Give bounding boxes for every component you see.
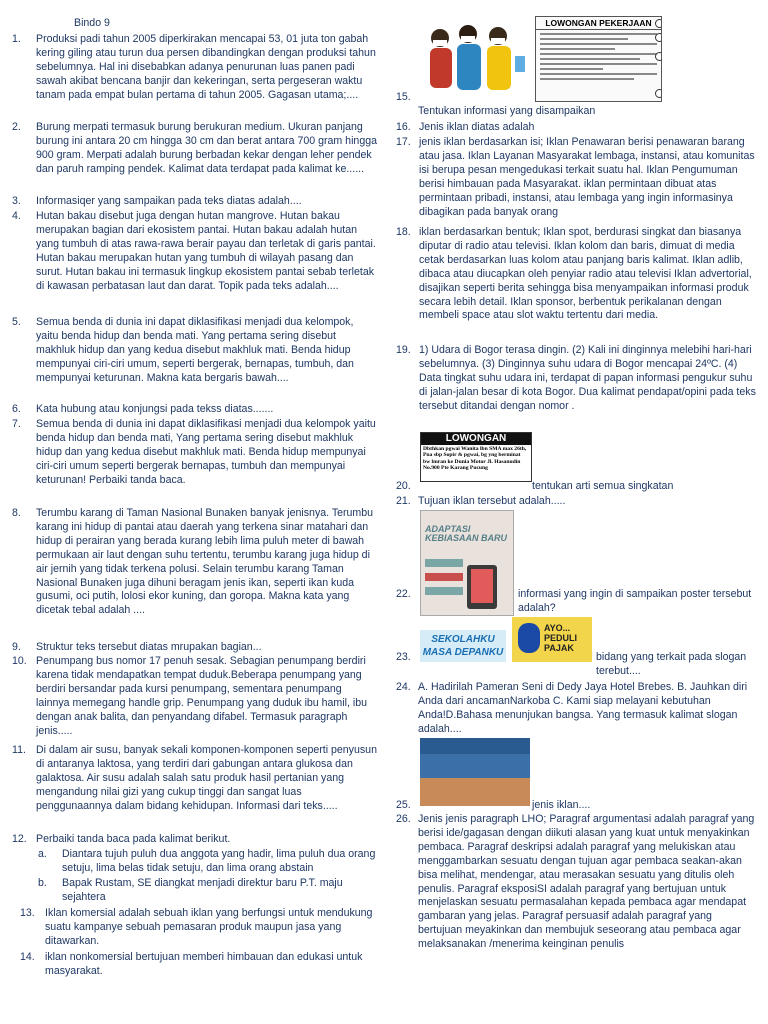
- question-25: jenis iklan....: [532, 799, 591, 811]
- question-text: Jenis iklan diatas adalah: [419, 121, 535, 133]
- question-number: 16.: [396, 121, 411, 133]
- slogan-image-1: [420, 630, 506, 662]
- question-number: 20.: [396, 480, 411, 492]
- vacancy-ad-title: LOWONGAN: [421, 433, 531, 445]
- campaign-image: [420, 738, 530, 806]
- question-number: 26.: [396, 813, 411, 825]
- question-text: Penumpang bus nomor 17 penuh sesak. Sebagian penumpang berdiri karena tidak mendapatkan tempat duduk.Beberapa penumpang yang berdiri bersandar pada kursi penumpang, sementara penumpang lainnya memegang handle grip. Penumpang yang duduk ibu hamil, ibu dengan anak balita, dan penyandang difabel. Termasuk paragraph jenis.....: [36, 655, 367, 737]
- question-number: 8.: [12, 507, 21, 519]
- question-number: 21.: [396, 495, 411, 507]
- sub-item-letter: b.: [38, 877, 47, 889]
- question-number: 10.: [12, 655, 27, 667]
- job-vacancy-title: LOWONGAN PEKERJAAN: [536, 17, 661, 30]
- question-item: [12, 403, 378, 417]
- question-number: 23.: [396, 651, 411, 663]
- sub-item: [38, 877, 380, 905]
- sub-item-letter: a.: [38, 848, 47, 860]
- question-item: [12, 33, 378, 103]
- poster-image: [420, 510, 514, 616]
- question-number: 19.: [396, 344, 411, 356]
- question-15: Tentukan informasi yang disampaikan: [418, 105, 596, 117]
- question-number: 6.: [12, 403, 21, 415]
- question-number: 22.: [396, 588, 411, 600]
- question-item: [12, 418, 378, 488]
- question-number: 17.: [396, 136, 411, 148]
- question-item: [396, 136, 758, 219]
- question-item: [20, 951, 380, 979]
- question-item: [12, 316, 378, 386]
- poster-caption: ADAPTASI KEBIASAAN BARU: [425, 524, 508, 543]
- question-text: jenis iklan berdasarkan isi; Iklan Penawaran berisi penawaran barang atau jasa. Iklan Layanan Masyarakat lembaga, instansi, atau komunitas isi berupa pesan mengedukasi terkait suatu hal. Iklan Pengumuman berisi himbauan pada Masyarakat. iklan permintaan dibuat atas permintaan pribadi, instansi, atau lembaga yang ingin informasinya dibagikan pada banyak orang: [419, 136, 755, 218]
- question-item: [12, 507, 378, 618]
- question-item: [396, 226, 758, 323]
- sub-item: [38, 848, 380, 876]
- question-number: 24.: [396, 681, 411, 693]
- question-item: [396, 344, 758, 414]
- question-number: 14.: [20, 951, 35, 963]
- question-number: 7.: [12, 418, 21, 430]
- question-text: Struktur teks tersebut diatas mrupakan bagian...: [36, 641, 262, 653]
- question-item: [396, 121, 758, 135]
- question-number: 15.: [396, 91, 411, 103]
- question-text: Di dalam air susu, banyak sekali komponen-komponen seperti penyusun di antaranya laktosa, yang terdiri dari gabungan antara glukosa dan galaktosa. Air susu adalah salah satu produk hasil pertanian yang mengandung nilai gizi yang cukup tinggi dan sangat luas penggunaannya dalam bidang kehidupan. Informasi dari teks.....: [36, 744, 377, 812]
- question-number: 2.: [12, 121, 21, 133]
- question-text: Semua benda di dunia ini dapat diklasifikasi menjadi dua kelompok yaitu benda hidup dan benda mati, Yang pertama sering disebut makhluk hidup dan yang kedua disebut makhluk mati. Benda hidup mempunyai ciri-ciri umum seperti bergerak bernapas, tumbuh dan mempunyai keturunan! Perbaiki tanda baca.: [36, 418, 376, 486]
- question-item: [12, 121, 378, 177]
- question-item: [12, 744, 378, 814]
- question-text: Perbaiki tanda baca pada kalimat berikut.: [36, 833, 231, 845]
- question-item: [12, 210, 378, 293]
- question-26: Jenis jenis paragraph LHO; Paragraf argumentasi adalah paragraf yang berisi ide/gagasan dengan diikuti alasan yang kuat untuk menyakinkan pembaca. Paragraf deskripsi adalah paragraf yang melukiskan atau menggambarkan sesuatu dengan tujuan agar pembaca seakan-akan bisa melihat, mendengar, atau merasakan sesuatu yang ditulis oleh penulis. Paragraf eksposiSI adalah paragraf yang bertujuan untuk menjelaskan sesuatu permasalahan kepada pembaca agar mendapat gambaran yang jelas. Paragraf persuasif adalah paragraf yang bertujuan meyakinkan dan membujuk seseorang atau pembaca agar melaksanakan /menerima keinginan penulis: [418, 813, 755, 951]
- question-text: Hutan bakau disebut juga dengan hutan mangrove. Hutan bakau merupakan bagian dari ekosistem pantai. Hutan bakau adalah hutan yang tumbuh di atas rawa-rawa berair payau dan terletak di garis pantai. Hutan bakau merupakan hutan yang tumbuh di wilayah pasang dan surut. Hutan bakau ini termasuk lingkup ekosistem pantai sebab terletak di kawasan perbatasan laut dan darat. Topik pada teks adalah....: [36, 210, 376, 292]
- question-number: 1.: [12, 33, 21, 45]
- question-item: [12, 655, 378, 738]
- question-number: 18.: [396, 226, 411, 238]
- question-item: [12, 641, 378, 655]
- question-item: [12, 195, 378, 209]
- vacancy-ad-image: [420, 432, 532, 482]
- question-text: Informasiqer yang sampaikan pada teks diatas adalah....: [36, 195, 302, 207]
- question-text: iklan nonkomersial bertujuan memberi himbauan dan edukasi untuk masyarakat.: [45, 951, 363, 977]
- question-text: Semua benda di dunia ini dapat diklasifikasi menjadi dua kelompok, yaitu benda hidup dan benda mati. Yang pertama sering disebut makhluk hidup dan yang kedua disebut makhluk mati. Benda hidup mempunyai ciri-ciri umum, seperti bergerak, bernapas, tumbuh, dan mempunyai keturunan. Makna kata bergaris bawah....: [36, 316, 354, 384]
- question-number: 4.: [12, 210, 21, 222]
- slogan-2-text: AYO... PEDULI PAJAK: [544, 623, 578, 653]
- slogan-1-text: SEKOLAHKU MASA DEPANKU: [422, 634, 504, 658]
- question-text: iklan berdasarkan bentuk; Iklan spot, berdurasi singkat dan biasanya diputar di radio atau televisi. Iklan kolom dan baris, dimuat di media cetak berdasarkan luas kolom atau panjang baris kalimat. Iklan adlib, dibaca atau diucapkan oleh penyiar radio atau televisi Iklan advertorial, disajikan seperti berita sehingga bisa menyampaikan informasi produk secara lebih detail. Iklan sponsor, berbentuk perikalanan dengan membeli space atau slot waktu tertentu dari media.: [419, 226, 752, 322]
- sub-item-text: Diantara tujuh puluh dua anggota yang hadir, lima puluh dua orang setuju, lima belas tidak setuju, dan lima orang abstain: [62, 848, 376, 874]
- question-item: [20, 907, 380, 949]
- sub-item-text: Bapak Rustam, SE diangkat menjadi direktur baru P.T. maju sejahtera: [62, 877, 343, 903]
- question-23: bidang yang terkait pada slogan terebut....: [596, 651, 747, 677]
- question-text: Iklan komersial adalah sebuah iklan yang berfungsi untuk mendukung suatu kampanye sebuah pemasaran produk maupun jasa yang ditawarkan.: [45, 907, 373, 947]
- question-text: 1) Udara di Bogor terasa dingin. (2) Kali ini dinginnya melebihi hari-hari sebelumnya. (3) Dinginnya suhu udara di Bogor mencapai 24ºC. (4) Data tingkat suhu udara ini, terdapat di papan informasi pengukur suhu di jalan-jalan besar di kota Bogor. Dua kalimat pendapat/opini pada teks tersebut ditandai dengan nomor .: [419, 344, 756, 412]
- question-text: Kata hubung atau konjungsi pada tekss diatas.......: [36, 403, 274, 415]
- question-item: [12, 833, 378, 847]
- vacancy-ad-body: Dbthkan pgwai Wanita lbn SMA max 26th, Pna sbp Sopir & pgwai, bg yng berminat bw lmran ke Dunia Motor Jl. Hasanudin No.900 Pte Karang Pucung: [423, 446, 527, 472]
- slogan-image-2: [512, 617, 592, 662]
- question-text: Produksi padi tahun 2005 diperkirakan mencapai 53, 01 juta ton gabah kering giling atau turun dua persen dibandingkan dengan produksi tahun sebelumnya. Hal ini disebabkan adanya penurunan luas panen padi sawah akibat bencana banjir dan kekeringan, serta pergeseran waktu tanam pada empat bulan pertama di tahun 2005. Gagasan utama;....: [36, 33, 376, 101]
- question-number: 12.: [12, 833, 27, 845]
- question-text: Terumbu karang di Taman Nasional Bunaken banyak jenisnya. Terumbu karang ini hidup di pantai atau daerah yang terkena sinar matahari dan hidup di perairan yang berada kurang lebih lima puluh meter di bawah permukaan air laut dengan suhu tertentu, terumbu karang juga hidup di air jernih yang tidak terkena polusi. Selain terumbu karang Taman Nasional Bunaken juga dihuni beragam jenis ikan, seperti ikan kuda gusumi, oci putih, lolosi ekor kuning, dan goropa. Makna kata yang dicetak tebal adalah ....: [36, 507, 374, 617]
- page-title: Bindo 9: [74, 17, 110, 29]
- question-number: 3.: [12, 195, 21, 207]
- question-number: 11.: [12, 744, 26, 756]
- question-21: Tujuan iklan tersebut adalah.....: [418, 495, 566, 507]
- question-number: 13.: [20, 907, 35, 919]
- question-22: informasi yang ingin di sampaikan poster tersebut adalah?: [518, 588, 752, 614]
- question-text: Burung merpati termasuk burung berukuran medium. Ukuran panjang burung ini antara 20 cm hingga 30 cm dan berat antara 700 gram hingga 900 gram. Merpati adalah burung berbadan kekar dengan leher pendek dan paruh ramping pendek. Kalimat data terdapat pada kalimat ke......: [36, 121, 377, 175]
- question-number: 5.: [12, 316, 21, 328]
- job-vacancy-image: [535, 16, 662, 102]
- question-number: 9.: [12, 641, 21, 653]
- question-24: A. Hadirilah Pameran Seni di Dedy Jaya Hotel Brebes. B. Jauhkan diri Anda dari ancamanNarkoba C. Kami siap melayani kebutuhan Anda!D.Bahasa menunjukan bangsa. Yang termasuk kalimat slogan adalah....: [418, 681, 748, 735]
- question-20: tentukan arti semua singkatan: [532, 480, 674, 492]
- question-number: 25.: [396, 799, 411, 811]
